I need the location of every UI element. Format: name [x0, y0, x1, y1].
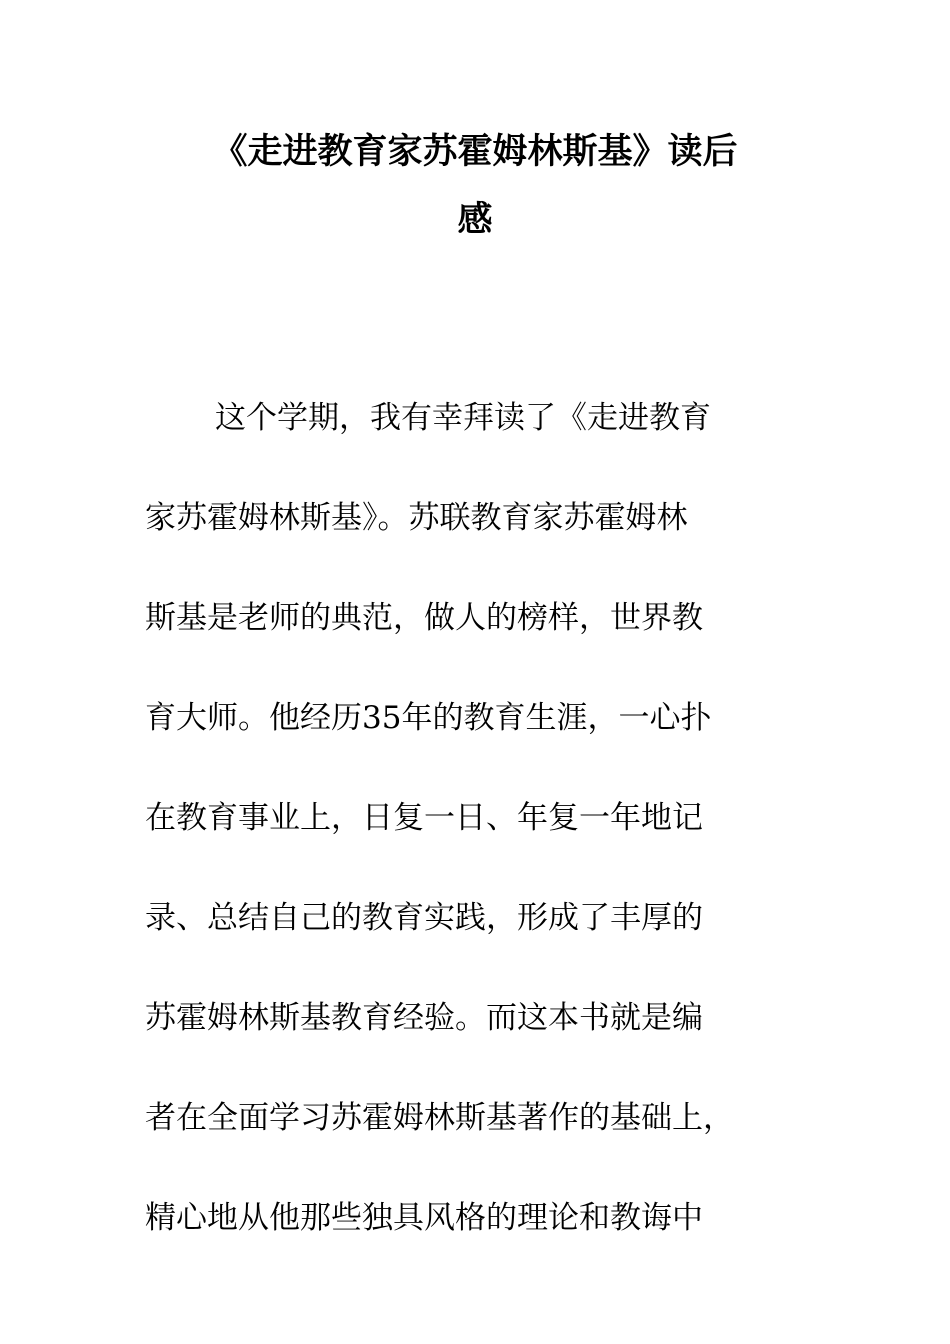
document-title	[160, 118, 790, 254]
paragraph-line: 录、总结自己的教育实践，形成了丰厚的	[145, 900, 703, 936]
paragraph-line: 者在全面学习苏霍姆林斯基著作的基础上，	[145, 1100, 734, 1136]
paragraph-line: 家苏霍姆林斯基》。苏联教育家苏霍姆林	[145, 500, 688, 536]
body-paragraph	[145, 368, 805, 1268]
title-line: 感	[457, 200, 493, 240]
paragraph-line: 育大师。他经历35年的教育生涯，一心扑	[145, 700, 712, 736]
paragraph-line: 在教育事业上，日复一日、年复一年地记	[145, 800, 703, 836]
title-line: 《走进教育家苏霍姆林斯基》读后	[212, 132, 738, 172]
paragraph-line: 苏霍姆林斯基教育经验。而这本书就是编	[145, 1000, 703, 1036]
paragraph-line: 斯基是老师的典范，做人的榜样，世界教	[145, 600, 703, 636]
paragraph-line: 这个学期，我有幸拜读了《走进教育	[215, 400, 711, 436]
paragraph-line: 精心地从他那些独具风格的理论和教诲中	[145, 1200, 703, 1236]
